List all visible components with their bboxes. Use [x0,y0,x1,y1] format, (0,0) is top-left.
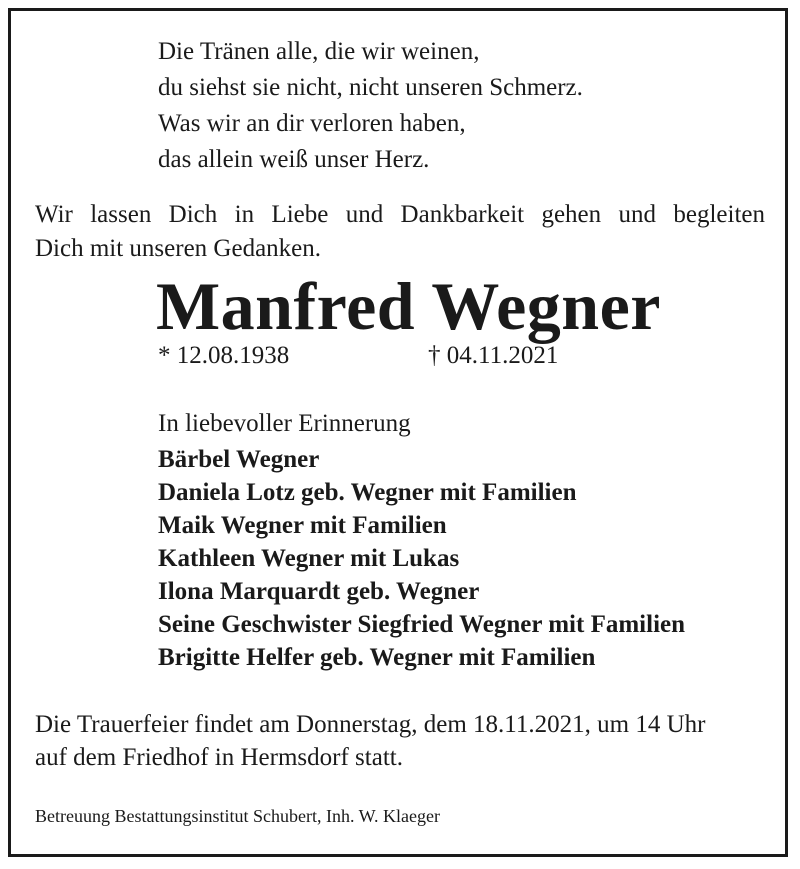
poem-line: das allein weiß unser Herz. [158,146,430,173]
mourner: Seine Geschwister Siegfried Wegner mit Familien [158,611,686,638]
mourner: Bärbel Wegner [158,446,320,473]
intro-text [35,198,765,266]
intro-line: Wir lassen Dich in Liebe und Dankbarkeit gehen und begleiten [35,201,765,228]
deceased-name: Manfred Wegner [156,268,661,344]
mourner: Kathleen Wegner mit Lukas [158,545,460,572]
poem [158,34,583,178]
poem-line: du siehst sie nicht, nicht unseren Schmerz. [158,74,583,101]
mourners-list [158,443,685,674]
intro-line: Dich mit unseren Gedanken. [35,235,322,262]
poem-line: Was wir an dir verloren haben, [158,110,466,137]
mourner: Maik Wegner mit Familien [158,512,447,539]
funeral-home-credit: Betreuung Bestattungsinstitut Schubert, Inh. W. Klaeger [35,806,440,826]
poem-line: Die Tränen alle, die wir weinen, [158,38,480,65]
mourner: Daniela Lotz geb. Wegner mit Familien [158,479,577,506]
service-line: Die Trauerfeier findet am Donnerstag, dem 18.11.2021, um 14 Uhr [35,711,706,738]
service-line: auf dem Friedhof in Hermsdorf statt. [35,744,403,771]
funeral-service-info [35,708,705,774]
mourner: Brigitte Helfer geb. Wegner mit Familien [158,644,596,671]
death-date: † 04.11.2021 [428,342,559,369]
memory-line: In liebevoller Erinnerung [158,410,411,437]
birth-date: * 12.08.1938 [158,342,290,369]
mourner: Ilona Marquardt geb. Wegner [158,578,480,605]
